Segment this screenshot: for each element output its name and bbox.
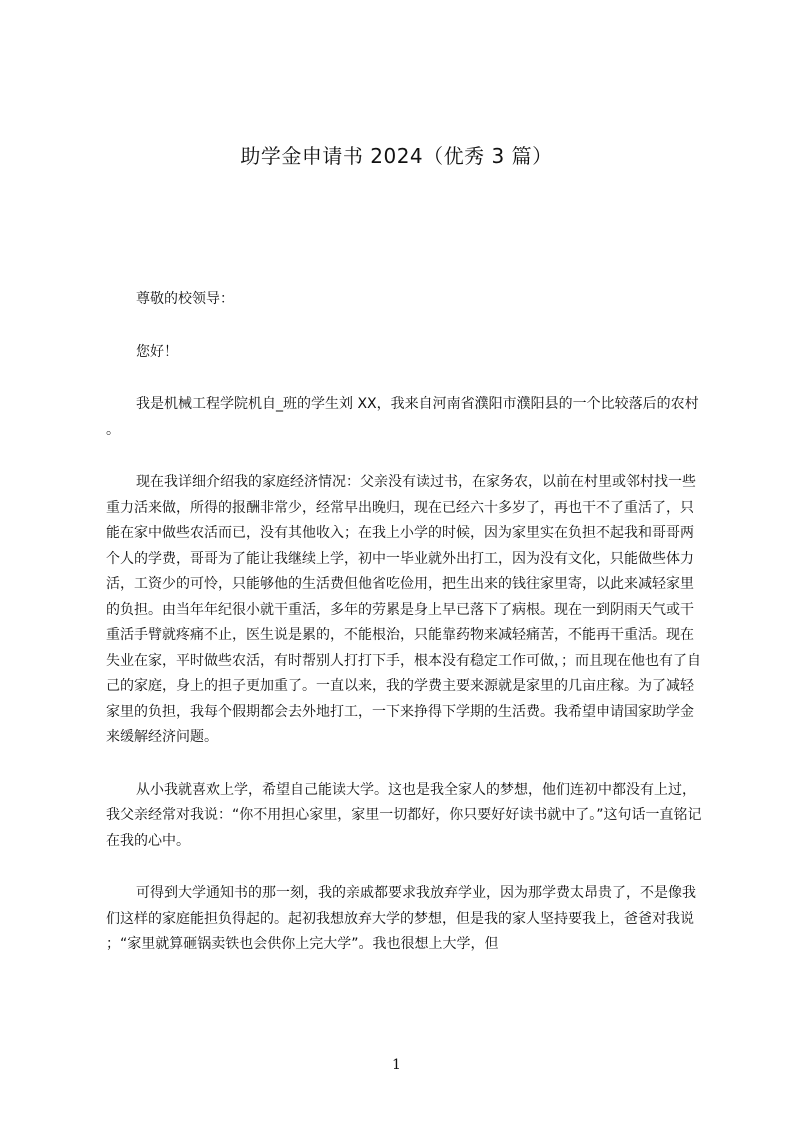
paragraph-admission: 可得到大学通知书的那一刻，我的亲戚都要求我放弃学业，因为那学费太昂贵了，不是像我们这样的家庭能担负得起的。起初我想放弃大学的梦想，但是我的家人坚持要我上，爸爸对我说；“家里就算砸锅卖铁也会供你上完大学”。我也很想上大学，但 (106, 885, 696, 952)
greeting: 您好！ (136, 343, 178, 360)
paragraph-dream: 从小我就喜欢上学，希望自己能读大学。这也是我全家人的梦想，他们连初中都没有上过，我父亲经常对我说：“你不用担心家里，家里一切都好，你只要好好读书就中了。”这句话一直铭记在我的心中。 (106, 781, 702, 849)
salutation: 尊敬的校领导： (136, 291, 234, 307)
document-title: 助学金申请书 2024（优秀 3 篇） (240, 144, 553, 168)
page-number: 1 (392, 1057, 401, 1073)
paragraph-family-situation: 现在我详细介绍我的家庭经济情况：父亲没有读过书，在家务农，以前在村里或邻村找一些重力活来做，所得的报酬非常少，经常早出晚归，现在已经六十多岁了，再也干不了重活了，只能在家中做些农活而已，没有其他收入；在我上小学的时候，因为家里实在负担不起我和哥哥两个人的学费，哥哥为了能让我继续上学，初中一毕业就外出打工，因为没有文化，只能做些体力活，工资少的可怜，只能够他的生活费但他省吃俭用，把生出来的钱往家里寄，以此来减轻家里的负担。由当年年纪很小就干重活，多年的劳累是身上早已落下了病根。现在一到阴雨天气或干重活手臂就疼痛不止，医生说是累的，不能根治，只能靠药物来减轻痛苦，不能再干重活。现在失业在家，平时做些农活，有时帮别人打打下手，根本没有稳定工作可做，；而且现在他也有了自己的家庭，身上的担子更加重了。一直以来，我的学费主要来源就是家里的几亩庄稼。为了减轻家里的负担，我每个假期都会去外地打工，一下来挣得下学期的生活费。我希望申请国家助学金来缓解经济问题。 (106, 474, 701, 745)
paragraph-intro: 我是机械工程学院机自_班的学生刘 XX，我来自河南省濮阳市濮阳县的一个比较落后的农村。 (106, 396, 699, 438)
document-body (106, 287, 706, 985)
